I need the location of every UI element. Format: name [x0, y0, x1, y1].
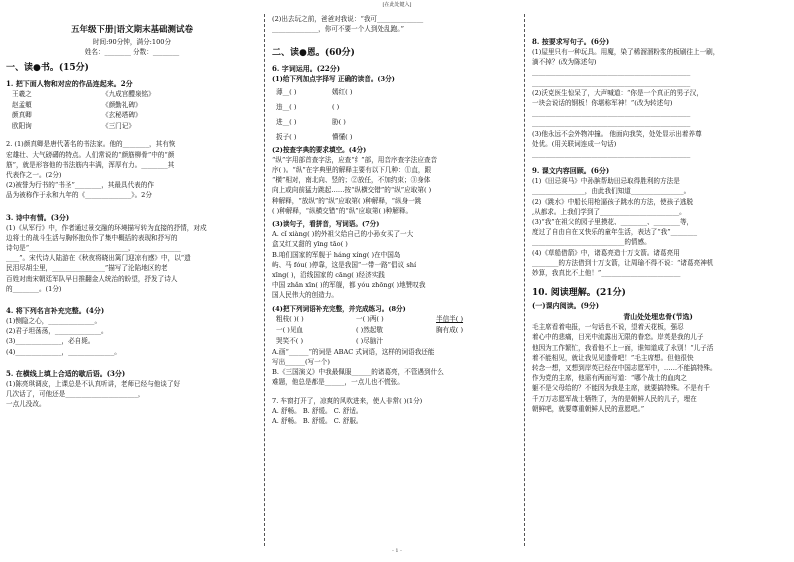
- question-text: 种解释，“放纵”的“纵”应取第( )种解释，“纵身一跳: [272, 196, 422, 205]
- idiom-item: 一( )见血: [276, 325, 304, 334]
- question-text: B.《三国演义》中我最佩服______的诸葛亮，不管遇到什么: [272, 368, 444, 377]
- question-text: ( )种解释，“纵横交错”的“纵”应取第( )种解释。: [272, 206, 413, 215]
- question-text: B.咱们国家的军舰于 háng xíng( )在中国岛: [272, 250, 401, 259]
- reading-text: 朝鲜吧，就要尊重朝鲜人民的意愿吧。”: [532, 404, 645, 413]
- question-text: A. cǐ xiàng( )的外祖父给自己的小孙女买了一大: [272, 230, 414, 239]
- answer-line: ________________________________________________: [532, 109, 691, 118]
- column-divider: [264, 14, 265, 546]
- reading-text: 千万万志愿军战士牺牲了，为的是朝鲜人民的儿子，埋在: [532, 394, 697, 403]
- reading-text: 毛主席看着电报，一句话也不说，望着天花板，强忍: [532, 323, 684, 332]
- question-text: (1)《田忌赛马》中孙膑帮助田忌取得胜利的方法是: [532, 177, 680, 186]
- question-text: 盒又红又甜的 yīng tāo( ): [272, 240, 348, 249]
- question-text: 品为被称作于永和九年的《______________》。2分: [6, 191, 152, 200]
- idiom-item: 一( )两( ): [356, 314, 384, 323]
- question-text: (2)出去玩之前，爸爸对我说：“我可______________: [272, 15, 424, 23]
- question-text: ________________，由此我们知道________________。: [532, 187, 691, 196]
- pinyin-grid: [272, 85, 516, 145]
- match-row: [6, 89, 258, 100]
- question-text: 宏雄壮、大气磅礴的特点。人们常说的“颜筋柳骨”中的“颜: [6, 150, 175, 159]
- question-text: 几次话了，可他还是______________________，: [6, 390, 145, 399]
- pinyin-item: 薄__( ): [276, 87, 297, 96]
- idiom-item: 粗枝( )( ): [276, 314, 304, 323]
- question-text: ____________________________的情感。: [532, 238, 651, 247]
- pinyin-item: 嫣红( ): [332, 87, 353, 96]
- question-text: (4)《草船借箭》中，诸葛亮造十万支箭。诸葛亮用: [532, 248, 680, 257]
- exam-meta-time: 时间:90分钟，满分:100分: [92, 38, 172, 46]
- section-heading: 二、读●恩。(60分): [272, 48, 355, 59]
- question-text: 百姓对南宋朝廷军队早日推翻金人统治的盼望，抒发了诗人: [6, 274, 178, 283]
- subquestion-heading: (1)给下列加点字择写 正确的读音。(3分): [272, 75, 395, 84]
- question-text: 2. (1)颜真卿是唐代著名的书法家。他的________，其有恢: [6, 140, 176, 149]
- subquestion-heading: (3)读句子，看拼音，写词语。(7分): [272, 220, 380, 229]
- reading-text: 作为党的主席，他需有两面写道：“哪个战士的血肉之: [532, 374, 688, 383]
- match-right: 《颜勤礼碑》: [102, 100, 142, 109]
- question-heading: 6. 字词运用。(22分): [272, 64, 341, 74]
- subsection-heading: (一)课内阅读。(9分): [532, 301, 600, 311]
- match-right: 《三门记》: [102, 121, 135, 130]
- question-text: 一点儿没改。: [6, 400, 46, 409]
- question-text: “横”相对，南北向、竖的；②放任，不加约束；③身体: [272, 176, 431, 185]
- question-text: 序( )。“纵”在字典里的解释主要有以下几种：①直，跟: [272, 166, 432, 175]
- column-right: [532, 14, 784, 546]
- question-text: (4)______________，______________。: [6, 347, 121, 356]
- section-heading: 一、读●书。(15分): [6, 63, 89, 74]
- question-heading: 4. 将下列名言补充完整。(4分): [6, 306, 105, 316]
- question-text: 代表作之一。(2分): [6, 171, 62, 180]
- question-text: (3)他永远不会外物冲撞。 他面向我笑，处处显示出着养尊: [532, 129, 702, 138]
- question-option: A. 舒畅。 B. 舒缓。 C. 舒服。: [272, 417, 363, 426]
- pinyin-item: 胁( ): [332, 117, 346, 126]
- reading-title: 青山处处埋忠骨(节选): [623, 312, 693, 322]
- reading-text: 躯不是父母给的？不能因为我是主席，就要搞特殊。不是有千: [532, 384, 711, 393]
- question-text: 筋”，就是形容他的书法筋内丰满，浑厚有力。________其: [6, 160, 175, 169]
- question-text: 度过了自由自在又快乐的童年生活，表达了“我”________: [532, 228, 697, 237]
- question-text: (2)君子坦荡荡，______________。: [6, 327, 108, 336]
- page-number: - 1 -: [392, 548, 402, 554]
- question-text: “纵”字用部首查字法，应查“纟”部，用音序查字法应查音: [272, 155, 438, 164]
- column-left: [6, 14, 258, 546]
- question-text: 国人民伟大的创造力。: [272, 291, 338, 300]
- idiom-item: 胸有成( ): [436, 325, 464, 334]
- pinyin-item: 违__( ): [276, 102, 297, 111]
- question-text: ,从都求。上我们学到了________________________。: [532, 207, 686, 216]
- question-text: 民泪尽胡尘里，________________”描写了沦陷地区的老: [6, 264, 168, 273]
- column-divider: [524, 14, 525, 546]
- pinyin-item: 扳子( ): [276, 132, 297, 141]
- question-text: 处优。(用关联词连成一句话): [532, 139, 617, 148]
- question-text: 写出______(写一个): [272, 358, 330, 367]
- question-text: 的________。(1分): [6, 284, 62, 293]
- question-text: (2)被誉为行书的“书圣”________，其最具代表的作: [6, 181, 154, 190]
- question-text: 中国 zhǎn xīn( )的军舰，都 yóu zhōng( )地赞叹我: [272, 281, 426, 290]
- idiom-grid: [272, 314, 516, 347]
- reading-text: 转念一想，又想到岸英已经在中国志愿军中，……不能搞特殊。: [532, 364, 717, 373]
- question-heading: 9. 课文内容回顾。(6分): [532, 166, 610, 176]
- pinyin-item: ( ): [332, 102, 340, 111]
- pinyin-item: 进__( ): [276, 117, 297, 126]
- match-left: 颜真卿: [12, 111, 32, 120]
- question-text: 一块会说话的钢板！你堪称军神！”(改为转述句): [532, 99, 673, 108]
- match-row: [6, 110, 258, 121]
- question-text: (2)《跳水》中船长用枪逼孩子跳水的方法，使孩子逃脱: [532, 197, 693, 206]
- question-text: 诗句是“______________________________，______________: [6, 244, 181, 253]
- exam-meta-name: 姓名：________ 分数：________: [84, 48, 180, 57]
- subquestion-heading: (2)按查字典的要求填空。(4分): [272, 145, 367, 154]
- pinyin-item: 懵懂( ): [332, 132, 353, 141]
- question-text: (1)恻隐之心，______________。: [6, 317, 102, 326]
- answer-line: ________________________________________________: [532, 78, 691, 87]
- question-text: 向上或向前猛力跳起……按“纵横交错”的“纵”应取第( ): [272, 186, 432, 195]
- reading-text: 着心中的悲痛，目光中流露出无限的眷恋。岸英是我的儿子: [532, 333, 704, 342]
- idiom-item: ( )然起敬: [356, 325, 384, 334]
- answer-line: ________________________________________________: [532, 68, 691, 77]
- match-left: 欧阳询: [12, 121, 32, 130]
- question-text: (3)“我”在祖父的园子里摸花、________、________等，: [532, 218, 694, 227]
- question-option: A. 舒畅。 B. 舒缓。 C. 舒适。: [272, 406, 363, 415]
- match-left: 王羲之: [12, 90, 32, 99]
- reading-text: 他因为工作繁忙，我看他不上一面，谁知道成了永别！“儿子活: [532, 343, 714, 352]
- question-text: (1)屋里只有一种玩具。用魔，染了稀溜溜粉浆的板刷往上一刷，: [532, 48, 720, 56]
- idiom-item: ( )尽脑汁: [356, 336, 384, 345]
- match-row: [6, 121, 258, 132]
- match-right: 《玄秘塔碑》: [102, 111, 142, 120]
- question-text: (2)沃克医生惊呆了，大声喊道：“你是一个真正的男子汉，: [532, 88, 703, 97]
- question-text: 屿、马 fóu( )停靠，这是我国“一带一路”倡议 shí: [272, 260, 417, 269]
- question-text: 滴不掉？(改为陈述句): [532, 58, 597, 67]
- answer-line: ________________________________________________: [532, 150, 691, 159]
- section-heading: 10. 阅读理解。(21分): [532, 288, 626, 299]
- exam-title: 五年级下册|语文期末基础测试卷: [70, 25, 194, 35]
- match-row: [6, 100, 258, 111]
- question-heading: 3. 诗中有情。(3分): [6, 212, 70, 222]
- question-text: (3)______________，必自毙。: [6, 337, 95, 346]
- question-text: ________的方法借到十万支箭，让周瑜不得不说：“诸葛亮神机: [532, 258, 714, 267]
- question-text: (1)《从军行》中，作者通过景交融的环境描写转为直接的抒情，对戍: [6, 223, 207, 232]
- idiom-item: 哭笑不( ): [276, 336, 304, 345]
- question-text: 边将士的战斗生活与胸怀抱负作了集中概括的表现和抒写的: [6, 233, 178, 242]
- idiom-item: 半信半( ): [436, 314, 464, 323]
- match-right: 《九成宫醴泉铭》: [102, 90, 155, 99]
- column-middle: [272, 14, 516, 546]
- question-text: 妙算，我真比不上他！”________________________: [532, 269, 681, 278]
- question-text: ______________，你可不要一个人到处乱跑。”: [272, 25, 404, 34]
- question-heading: 8. 按要求写句子。(6分): [532, 37, 610, 46]
- reading-text: 着不能相见，就让我见见遗骨吧！”毛主席想。但他很快: [532, 353, 694, 362]
- question-heading: 1. 把下面人物和对应的作品连起来。2分: [6, 79, 133, 89]
- question-text: A.画“______”的词是 ABAC 式词语，这样的词语我还能: [272, 347, 435, 356]
- question-heading: 5. 在横线上填上合适的歇后语。(3分): [6, 368, 126, 378]
- question-text: xīng( )，沿线国家的 cāng( )经济实践: [272, 271, 385, 280]
- question-text: 7. 车窗打开了，凉爽的风吹进来，使人非常( )(1分): [272, 396, 423, 405]
- question-text: ____”。宋代诗人陆游在《秋夜将晓出篱门迎凉有感》中，以“遗: [6, 254, 191, 263]
- question-text: (1)陈亮琪调皮，上课总是不认真听讲，老师已经与他谈了好: [6, 379, 181, 388]
- subquestion-heading: (4)把下列词语补充完整，并完成练习。(8分): [272, 304, 406, 313]
- question-text: 难题，他总是都是______，一点儿也不慌张。: [272, 378, 404, 387]
- match-left: 赵孟頫: [12, 100, 32, 109]
- page-header: [在此处键入]: [382, 2, 412, 8]
- answer-line: ________________________________________________: [532, 119, 691, 128]
